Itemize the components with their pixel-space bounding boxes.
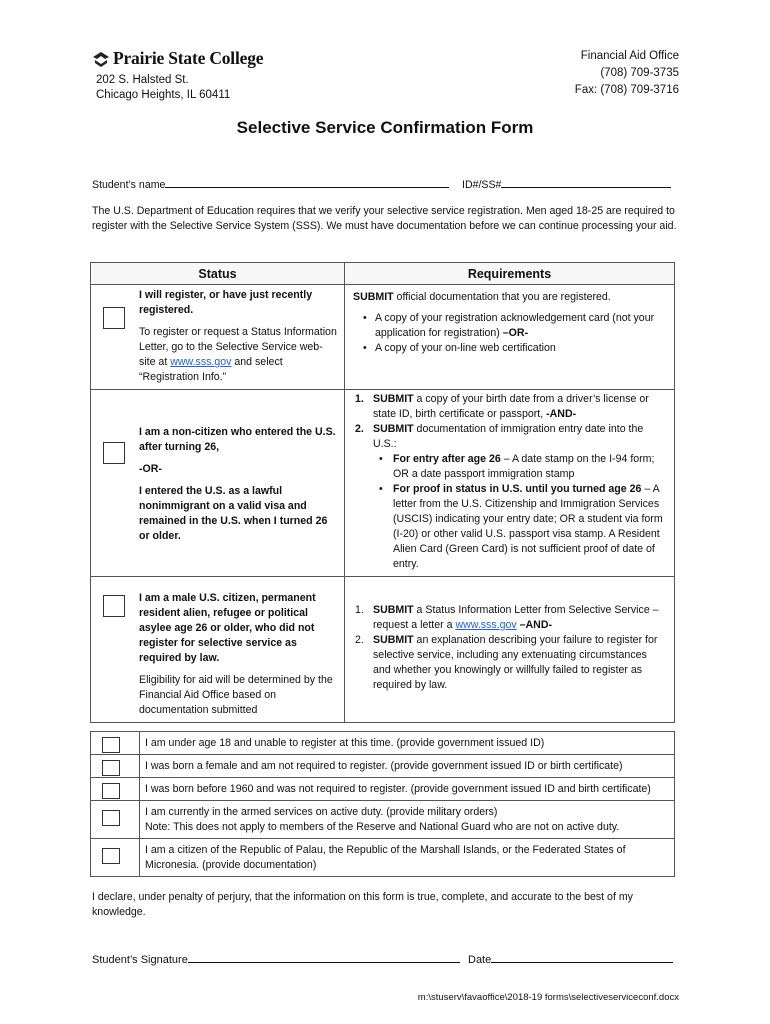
register-req-lead — [353, 290, 666, 305]
submit-label: SUBMIT — [373, 393, 414, 405]
exemption-under-18: I am under age 18 and unable to register at this time. (provide government issued ID) — [140, 732, 675, 755]
college-address — [96, 73, 230, 103]
exemption-checkbox-female[interactable] — [102, 760, 120, 776]
bullet-or: –OR- — [502, 327, 529, 339]
signature-field — [92, 950, 460, 966]
exemption-armed-services — [140, 801, 675, 839]
item-text: a Status Information Letter from Selective Service – request a letter a — [373, 604, 659, 631]
register-instructions — [139, 325, 337, 385]
not-registered-text: I am a male U.S. citizen, permanent resident alien, refugee or political asylee age 26 or older, who did not register for selective service as required by law. — [139, 592, 316, 664]
item-text: documentation of immigration entry date into the U.S.: — [373, 423, 644, 450]
sub-item-title: For entry after age 26 — [393, 453, 501, 465]
id-field — [462, 175, 671, 191]
list-item — [353, 422, 666, 572]
table-row — [91, 839, 675, 877]
prairie-logo-icon — [92, 50, 110, 68]
noncitizen-text-2: I entered the U.S. as a lawful nonimmigrant on a valid visa and remained in the U.S. when I turned 26 or older. — [139, 485, 328, 542]
date-label: Date — [468, 954, 492, 966]
id-line[interactable] — [501, 175, 671, 188]
list-item — [353, 603, 666, 633]
item-text: a copy of your birth date from a driver’s license or state ID, birth certificate or passport, — [373, 393, 649, 420]
exemption-checkbox-before-1960[interactable] — [102, 783, 120, 799]
register-status-text: I will register, or have just recently registered. — [139, 289, 313, 316]
office-name: Financial Aid Office — [580, 50, 679, 62]
eligibility-note: Eligibility for aid will be determined by the Financial Aid Office based on documentation submitted — [139, 674, 333, 716]
table-row — [91, 778, 675, 801]
sss-link[interactable]: www.sss.gov — [455, 619, 517, 631]
sub-item-text: – A letter from the U.S. Citizenship and Immigration Services (USCIS) indicating your entry date; OR a student via form (I-20) or other valid U.S. passport visa stamp. A Resident Alien Card (Green Card) is not sufficient proof of date of entry. — [393, 483, 663, 570]
status-header: Status — [91, 263, 345, 285]
bullet-text: A copy of your registration acknowledgement card (not your application for registration) — [375, 312, 655, 339]
submit-label: SUBMIT — [373, 634, 414, 646]
student-name-line[interactable] — [165, 175, 449, 188]
office-phone: (708) 709-3735 — [600, 67, 679, 79]
list-item — [353, 392, 666, 422]
exemption-checkbox-palau[interactable] — [102, 848, 120, 864]
register-instructions-end: and select “Registration Info.” — [139, 356, 283, 383]
item-number: 2. — [355, 634, 364, 646]
student-name-label: Student’s name — [92, 179, 166, 191]
register-instructions-text: To register or request a Status Information Letter, go to the Selective Service web-site at — [139, 326, 337, 368]
status-cell-register — [91, 285, 345, 390]
item-and: -AND- — [546, 408, 577, 420]
college-logo — [92, 48, 263, 69]
submit-label: SUBMIT — [373, 604, 414, 616]
sub-item-title: For proof in status in U.S. until you turned age 26 — [393, 483, 642, 495]
submit-label: SUBMIT — [373, 423, 414, 435]
office-fax: Fax: (708) 709-3716 — [574, 84, 679, 96]
table-header-row — [91, 263, 675, 285]
office-contact — [575, 48, 679, 99]
requirements-cell-not-registered — [345, 577, 675, 723]
noncitizen-text-1: I am a non-citizen who entered the U.S. after turning 26, — [139, 426, 336, 453]
table-row — [91, 732, 675, 755]
register-req-list — [353, 311, 666, 356]
list-item — [373, 452, 666, 482]
student-name-field — [92, 175, 449, 191]
requirements-cell-noncitizen — [345, 390, 675, 577]
requirements-cell-register — [345, 285, 675, 390]
submit-label: SUBMIT — [353, 291, 394, 303]
noncitizen-req-list — [353, 392, 666, 572]
table-row — [91, 755, 675, 778]
signature-label: Student’s Signature — [92, 954, 188, 966]
exemption-before-1960: I was born before 1960 and was not required to register. (provide government issued ID and birth certificate) — [140, 778, 675, 801]
table-row — [91, 285, 675, 390]
list-item — [373, 482, 666, 572]
table-row — [91, 801, 675, 839]
armed-services-note: Note: This does not apply to members of the Reserve and National Guard who are not on active duty. — [145, 821, 620, 833]
intro-paragraph: The U.S. Department of Education requires that we verify your selective service registration. Men aged 18-25 are required to register with the Selective Service System (SSS). We must have documentation before we can continue processing your aid. — [92, 205, 677, 232]
status-requirements-table — [90, 262, 675, 723]
exemption-checkbox-armed-services[interactable] — [102, 810, 120, 826]
sss-link[interactable]: www.sss.gov — [170, 356, 232, 368]
exemption-table — [90, 731, 675, 877]
item-text: an explanation describing your failure to register for selective service, including any extenuating circumstances and whether you knowingly or willfully failed to register as required by law. — [373, 634, 658, 691]
list-item — [353, 311, 666, 341]
register-req-lead-text: official documentation that you are registered. — [393, 291, 611, 303]
item-and: –AND- — [516, 619, 553, 631]
armed-services-text: I am currently in the armed services on active duty. (provide military orders) — [145, 806, 498, 818]
sub-item-text: – A date stamp on the I-94 form; OR a date passport immigration stamp — [393, 453, 655, 480]
logo-text: Prairie State College — [113, 48, 264, 68]
declaration: I declare, under penalty of perjury, that the information on this form is true, complete, and accurate to the best of my knowledge. — [92, 891, 633, 918]
list-item: • A copy of your on-line web certification — [353, 341, 666, 356]
exemption-palau: I am a citizen of the Republic of Palau, the Republic of the Marshall Islands, or the Federated States of Micronesia. (provide documentation) — [140, 839, 675, 877]
table-row — [91, 577, 675, 723]
address-line-2: Chicago Heights, IL 60411 — [96, 89, 231, 101]
noncitizen-or: -OR- — [139, 463, 162, 475]
not-registered-checkbox[interactable] — [103, 595, 125, 617]
list-item — [353, 633, 666, 693]
item-number: 2. — [355, 423, 364, 435]
not-registered-req-list — [353, 603, 666, 693]
item-number: 1. — [355, 393, 364, 405]
register-checkbox[interactable] — [103, 307, 125, 329]
id-label: ID#/SS# — [462, 179, 502, 191]
entry-proof-list — [373, 452, 666, 572]
exemption-female: I was born a female and am not required to register. (provide government issued ID or birth certificate) — [140, 755, 675, 778]
exemption-checkbox-under-18[interactable] — [102, 737, 120, 753]
noncitizen-checkbox[interactable] — [103, 442, 125, 464]
signature-line[interactable] — [188, 950, 460, 963]
date-field — [468, 950, 673, 966]
status-cell-not-registered — [91, 577, 345, 723]
item-number: 1. — [355, 604, 364, 616]
status-cell-noncitizen — [91, 390, 345, 577]
file-path-footer: m:\stuserv\favaoffice\2018-19 forms\selectiveserviceconf.docx — [417, 992, 679, 1003]
requirements-header: Requirements — [345, 263, 675, 285]
table-row — [91, 390, 675, 577]
date-line[interactable] — [491, 950, 673, 963]
form-title: Selective Service Confirmation Form — [236, 118, 534, 137]
address-line-1: 202 S. Halsted St. — [96, 74, 189, 86]
